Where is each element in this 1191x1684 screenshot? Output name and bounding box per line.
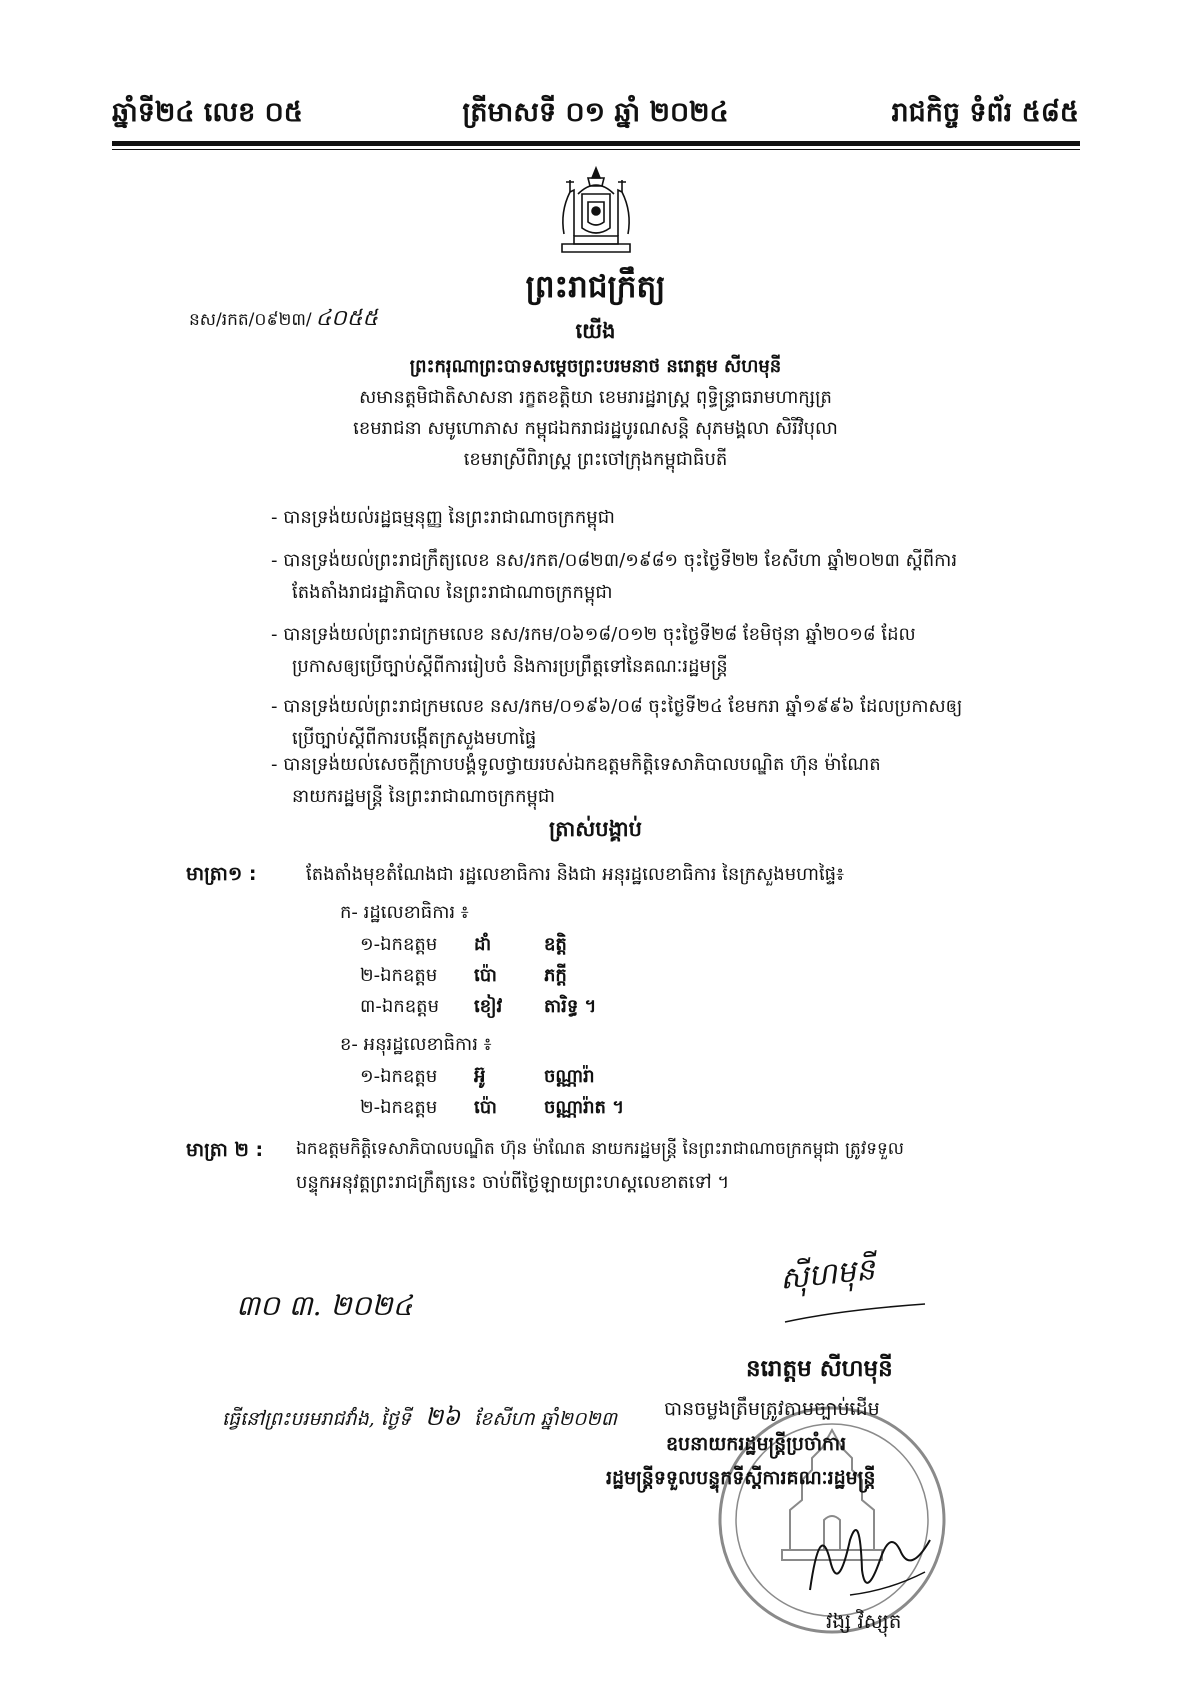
- countersign-line-3: រដ្ឋមន្ត្រីទទួលបន្ទុកទីស្តីការគណៈរដ្ឋមន្ត្រី: [606, 1467, 876, 1489]
- gazette-issue: ឆ្នាំទី២៤ លេខ ០៥: [112, 97, 303, 128]
- gazette-page: រាជកិច្ច ទំព័រ ៥៨៥: [891, 97, 1079, 128]
- group-a-row-2-name: ភក្តី: [544, 965, 567, 986]
- group-a-row-1-name: ឧត្តិ: [544, 934, 567, 955]
- header-rule-thick: [112, 141, 1080, 146]
- gazette-date: ត្រីមាសទី ០១ ឆ្នាំ ២០២៤: [462, 97, 729, 128]
- countersign-line-2: ឧបនាយករដ្ឋមន្ត្រីប្រចាំការ: [666, 1433, 847, 1455]
- preamble-item-4: - បានទ្រង់យល់ព្រះរាជក្រមលេខ នស/រកម/០១៩៦/០៨ ចុះថ្ងៃទី២៤ ខែមករា ឆ្នាំ១៩៩៦ ដែលប្រកាសឲ្យ: [271, 696, 963, 717]
- minister-signature-icon: [790, 1500, 940, 1610]
- king-line-3: ខេមរាជនា សមូហោភាស កម្ពុជឯករាជរដ្ឋបូរណសន្តិ សុភមង្គលា សិរីវិបុលា: [353, 418, 838, 439]
- group-b-row-2-num: ២-ឯកឧត្តម: [360, 1097, 438, 1118]
- group-a-row-3-num: ៣-ឯកឧត្តម: [360, 996, 440, 1017]
- group-a-row-2-num: ២-ឯកឧត្តម: [360, 965, 438, 986]
- group-b-row-1-num: ១-ឯកឧត្តម: [360, 1066, 438, 1087]
- preamble-item-1: - បានទ្រង់យល់រដ្ឋធម្មនុញ្ញ នៃព្រះរាជាណាចក្រកម្ពុជា: [271, 507, 615, 528]
- article-1-text: តែងតាំងមុខតំណែងជា រដ្ឋលេខាធិការ និងជា អនុរដ្ឋលេខាធិការ នៃក្រសួងមហាផ្ទៃ៖: [306, 864, 845, 885]
- article-2-line-1: ឯកឧត្តមកិត្តិទេសាភិបាលបណ្ឌិត ហ៊ុន ម៉ាណែត នាយករដ្ឋមន្ត្រី នៃព្រះរាជាណាចក្រកម្ពុជា ត្រូវទទួល: [296, 1139, 904, 1159]
- group-a-row-3-name: តារិទ្ធ ។: [544, 996, 597, 1017]
- place-date-rest: ខែសីហា ឆ្នាំ២០២៣: [474, 1408, 618, 1430]
- minister-name: វង្ស វិស្សុត: [826, 1609, 902, 1633]
- preamble-item-3-cont: ប្រកាសឲ្យប្រើច្បាប់ស្តីពីការរៀបចំ និងការប្រព្រឹត្តទៅនៃគណៈរដ្ឋមន្ត្រី: [292, 656, 728, 677]
- group-b-row-1-name: ចណ្ណារ៉ា: [544, 1066, 595, 1087]
- preamble-item-2: - បានទ្រង់យល់ព្រះរាជក្រឹត្យលេខ នស/រកត/០៨២៣/១៩៨១ ចុះថ្ងៃទី២២ ខែសីហា ឆ្នាំ២០២៣ ស្តីពីការ: [271, 550, 958, 571]
- place-date: [222, 1402, 617, 1437]
- group-a-title: ក- រដ្ឋលេខាធិការ ៖: [340, 902, 469, 923]
- article-2-label: មាត្រា ២ :: [186, 1139, 264, 1161]
- header-rule-thin: [112, 149, 1080, 150]
- group-a-row-1-given: ដាំ: [474, 934, 492, 955]
- signer-name: នរោត្តម សីហមុនី: [746, 1356, 893, 1382]
- decree-title: ព្រះរាជក្រឹត្យ: [525, 269, 666, 305]
- preamble-item-5: - បានទ្រង់យល់សេចក្តីក្រាបបង្គំទូលថ្វាយរបស់ឯកឧត្តមកិត្តិទេសាភិបាលបណ្ឌិត ហ៊ុន ម៉ាណែត: [271, 754, 881, 775]
- reference-handwritten: ៤០៥៥: [315, 306, 378, 331]
- king-line-1: ព្រះករុណាព្រះបាទសម្តេចព្រះបរមនាថ នរោត្តម សីហមុនី: [409, 356, 782, 377]
- place-date-text: ធ្វើនៅព្រះបរមរាជវាំង, ថ្ងៃទី: [222, 1408, 411, 1430]
- article-1-label: មាត្រា១ :: [186, 863, 257, 885]
- king-line-4: ខេមរាស្រីពិរាស្ត្រ ព្រះចៅក្រុងកម្ពុជាធិបតី: [463, 449, 728, 470]
- preamble-item-5-cont: នាយករដ្ឋមន្ត្រី នៃព្រះរាជាណាចក្រកម្ពុជា: [292, 786, 556, 807]
- reference-prefix: នស/រកត/០៩២៣/: [189, 310, 312, 330]
- countersign-line-1: បានចម្លងត្រឹមត្រូវតាមច្បាប់ដើម: [664, 1398, 880, 1420]
- king-line-2: សមានត្តមិជាតិសាសនា រក្ខតខត្តិយា ខេមរារដ្ឋរាស្ត្រ ពុទ្ធិន្ទ្រាធរាមហាក្សត្រ: [359, 387, 832, 408]
- section-title: ត្រាស់បង្គាប់: [549, 817, 642, 841]
- signature-flourish-icon: [780, 1300, 930, 1330]
- group-b-title: ខ- អនុរដ្ឋលេខាធិការ ៖: [340, 1034, 492, 1055]
- preamble-item-4-cont: ប្រើច្បាប់ស្តីពីការបង្កើតក្រសួងមហាផ្ទៃ: [292, 728, 537, 749]
- preamble-item-2-cont: តែងតាំងរាជរដ្ឋាភិបាល នៃព្រះរាជាណាចក្រកម្ពុជា: [292, 582, 613, 603]
- king-handwritten-signature: ស៊ីហមុនី: [778, 1252, 877, 1297]
- group-b-row-1-given: អ៊ូ: [474, 1066, 486, 1087]
- group-a-row-1-num: ១-ឯកឧត្តម: [360, 934, 438, 955]
- group-a-row-3-given: ខៀវ: [474, 996, 503, 1017]
- place-date-day: ២៦: [424, 1403, 461, 1431]
- group-b-row-2-name: ចណ្ណារ៉ាត ។: [544, 1097, 625, 1118]
- royal-coat-of-arms-icon: [548, 164, 644, 260]
- group-a-row-2-given: ប៉ោ: [474, 965, 497, 986]
- preamble-item-3: - បានទ្រង់យល់ព្រះរាជក្រមលេខ នស/រកម/០៦១៨/០១២ ចុះថ្ងៃទី២៨ ខែមិថុនា ឆ្នាំ២០១៨ ដែល: [271, 624, 916, 645]
- we-heading: យើង: [575, 319, 616, 343]
- handwritten-date: ៣០ ៣. ២០២៤: [236, 1289, 413, 1322]
- group-b-row-2-given: ប៉ោ: [474, 1097, 497, 1118]
- article-2-line-2: បន្ទុកអនុវត្តព្រះរាជក្រឹត្យនេះ ចាប់ពីថ្ងៃឡាយព្រះហស្តលេខាតទៅ ។: [296, 1172, 730, 1193]
